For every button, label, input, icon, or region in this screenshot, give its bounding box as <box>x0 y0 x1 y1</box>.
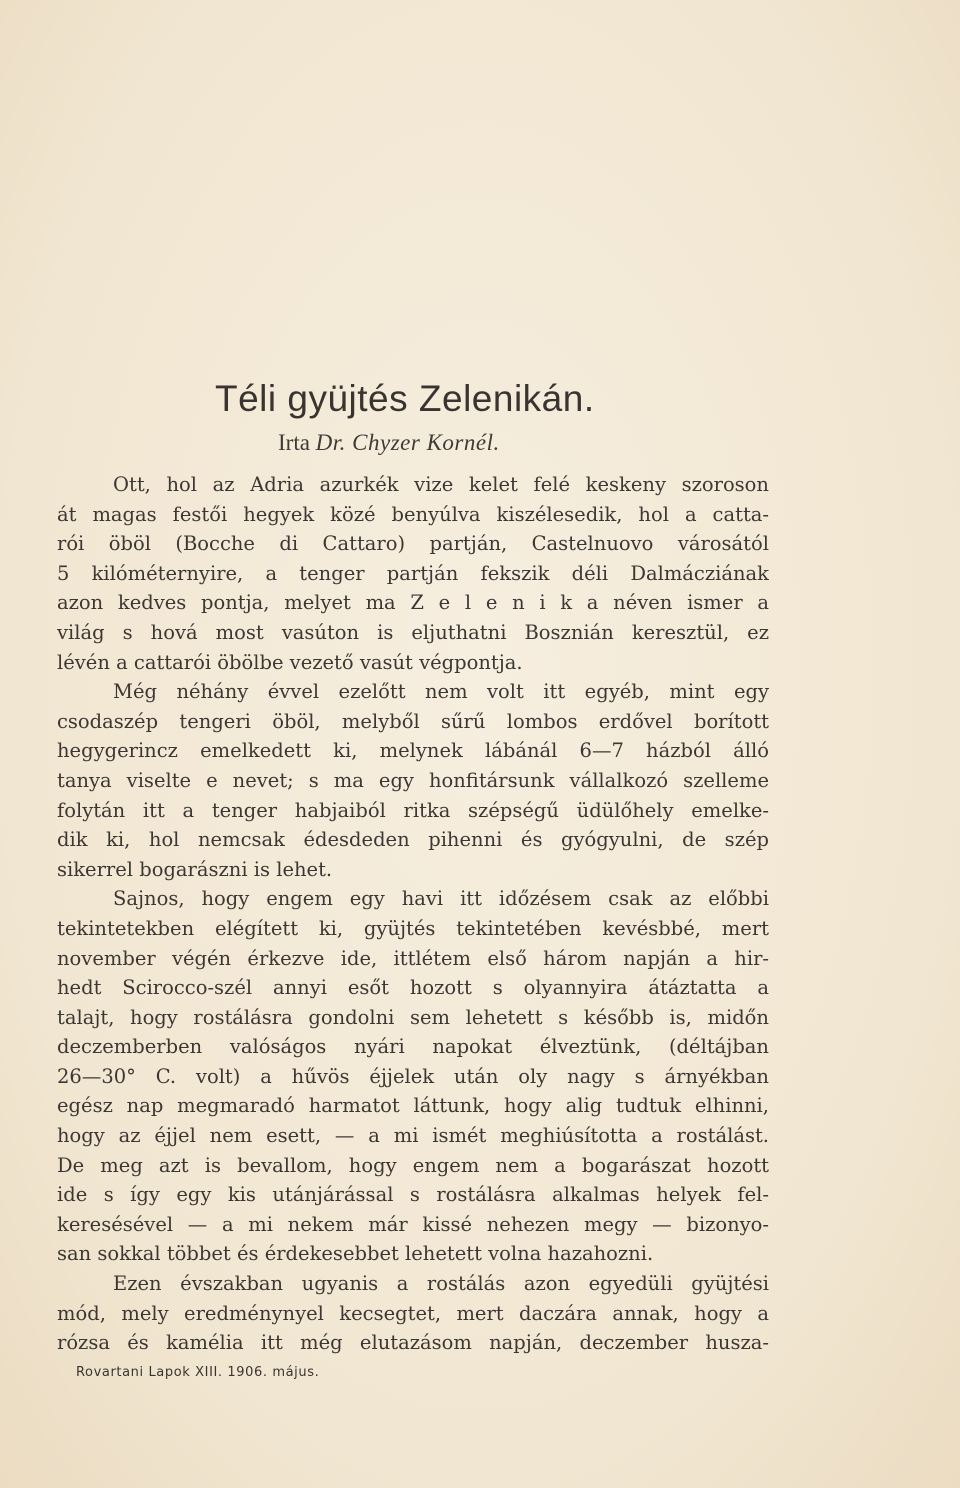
text-line: De meg azt is bevallom, hogy engem nem a bogarászat hozott <box>57 1153 769 1177</box>
text-line: 5 kilóméternyire, a tenger partján fekszik déli Dalmácziának <box>57 561 769 585</box>
text-line: lévén a cattarói öbölbe vezető vasút végpontja. <box>57 650 523 674</box>
text-line: tanya viselte e nevet; s ma egy honfitársunk vállalkozó szelleme <box>57 768 769 792</box>
text-line: talajt, hogy rostálásra gondolni sem lehetett s később is, midőn <box>57 1005 769 1029</box>
byline <box>278 430 500 456</box>
text-line: hedt Scirocco-szél annyi esőt hozott s olyannyira átáztatta a <box>57 976 769 1000</box>
author-name: Dr. Chyzer Kornél. <box>315 430 500 455</box>
text-line: Még néhány évvel ezelőtt nem volt itt egyéb, mint egy <box>113 680 769 704</box>
text-line: rózsa és kamélia itt még elutazásom napján, deczember husza- <box>57 1331 769 1355</box>
text-line: Ott, hol az Adria azurkék vize kelet felé keskeny szoroson <box>113 473 769 496</box>
text-line: Sajnos, hogy engem egy havi itt időzésem csak az előbbi <box>113 887 769 911</box>
text-line: tekintetekben elégített ki, gyüjtés tekintetében kevésbbé, mert <box>57 916 769 940</box>
text-line: mód, mely eredménynyel kecsegtet, mert daczára annak, hogy a <box>57 1301 769 1325</box>
text-line: egész nap megmaradó harmatot láttunk, hogy alig tudtuk elhinni, <box>57 1094 769 1118</box>
text-line: át magas festői hegyek közé benyúlva kiszélesedik, hol a catta- <box>57 502 769 526</box>
text-line: ide s így egy kis utánjárással s rostálásra alkalmas helyek fel- <box>57 1183 769 1207</box>
text-line: november végén érkezve ide, ittlétem első három napján a hir- <box>57 946 769 970</box>
byline-prefix: Irta <box>278 430 310 455</box>
text-line: Ezen évszakban ugyanis a rostálás azon egyedüli gyüjtési <box>113 1272 769 1296</box>
text-line: azon kedves pontja, melyet ma Z e l e n i k a néven ismer a <box>57 591 769 615</box>
text-line: rói öböl (Bocche di Cattaro) partján, Castelnuovo városától <box>57 532 769 556</box>
text-line: keresésével — a mi nekem már kissé nehezen megy — bizonyo- <box>57 1212 769 1236</box>
article-title: Téli gyüjtés Zelenikán. <box>215 378 595 419</box>
text-line: hegygerincz emelkedett ki, melynek lábánál 6—7 házból álló <box>57 739 769 763</box>
text-line: 26—30° C. volt) a hűvös éjjelek után oly nagy s árnyékban <box>57 1064 769 1088</box>
text-line: deczemberben valóságos nyári napokat élveztünk, (déltájban <box>57 1035 769 1059</box>
journal-footer: Rovartani Lapok XIII. 1906. május. <box>76 1365 320 1380</box>
article-body <box>57 470 769 1358</box>
text-line: san sokkal többet és érdekesebbet lehetett volna hazahozni. <box>57 1242 654 1266</box>
text-line: dik ki, hol nemcsak édesdeden pihenni és gyógyulni, de szép <box>57 828 769 852</box>
text-line: csodaszép tengeri öböl, melyből sűrű lombos erdővel borított <box>57 709 769 733</box>
text-line: világ s hová most vasúton is eljuthatni Bosznián keresztül, ez <box>57 620 769 644</box>
text-line: sikerrel bogarászni is lehet. <box>57 857 333 881</box>
text-line: hogy az éjjel nem esett, — a mi ismét meghiúsította a rostálást. <box>57 1124 769 1148</box>
text-line: folytán itt a tenger habjaiból ritka szépségű üdülőhely emelke- <box>57 798 769 822</box>
